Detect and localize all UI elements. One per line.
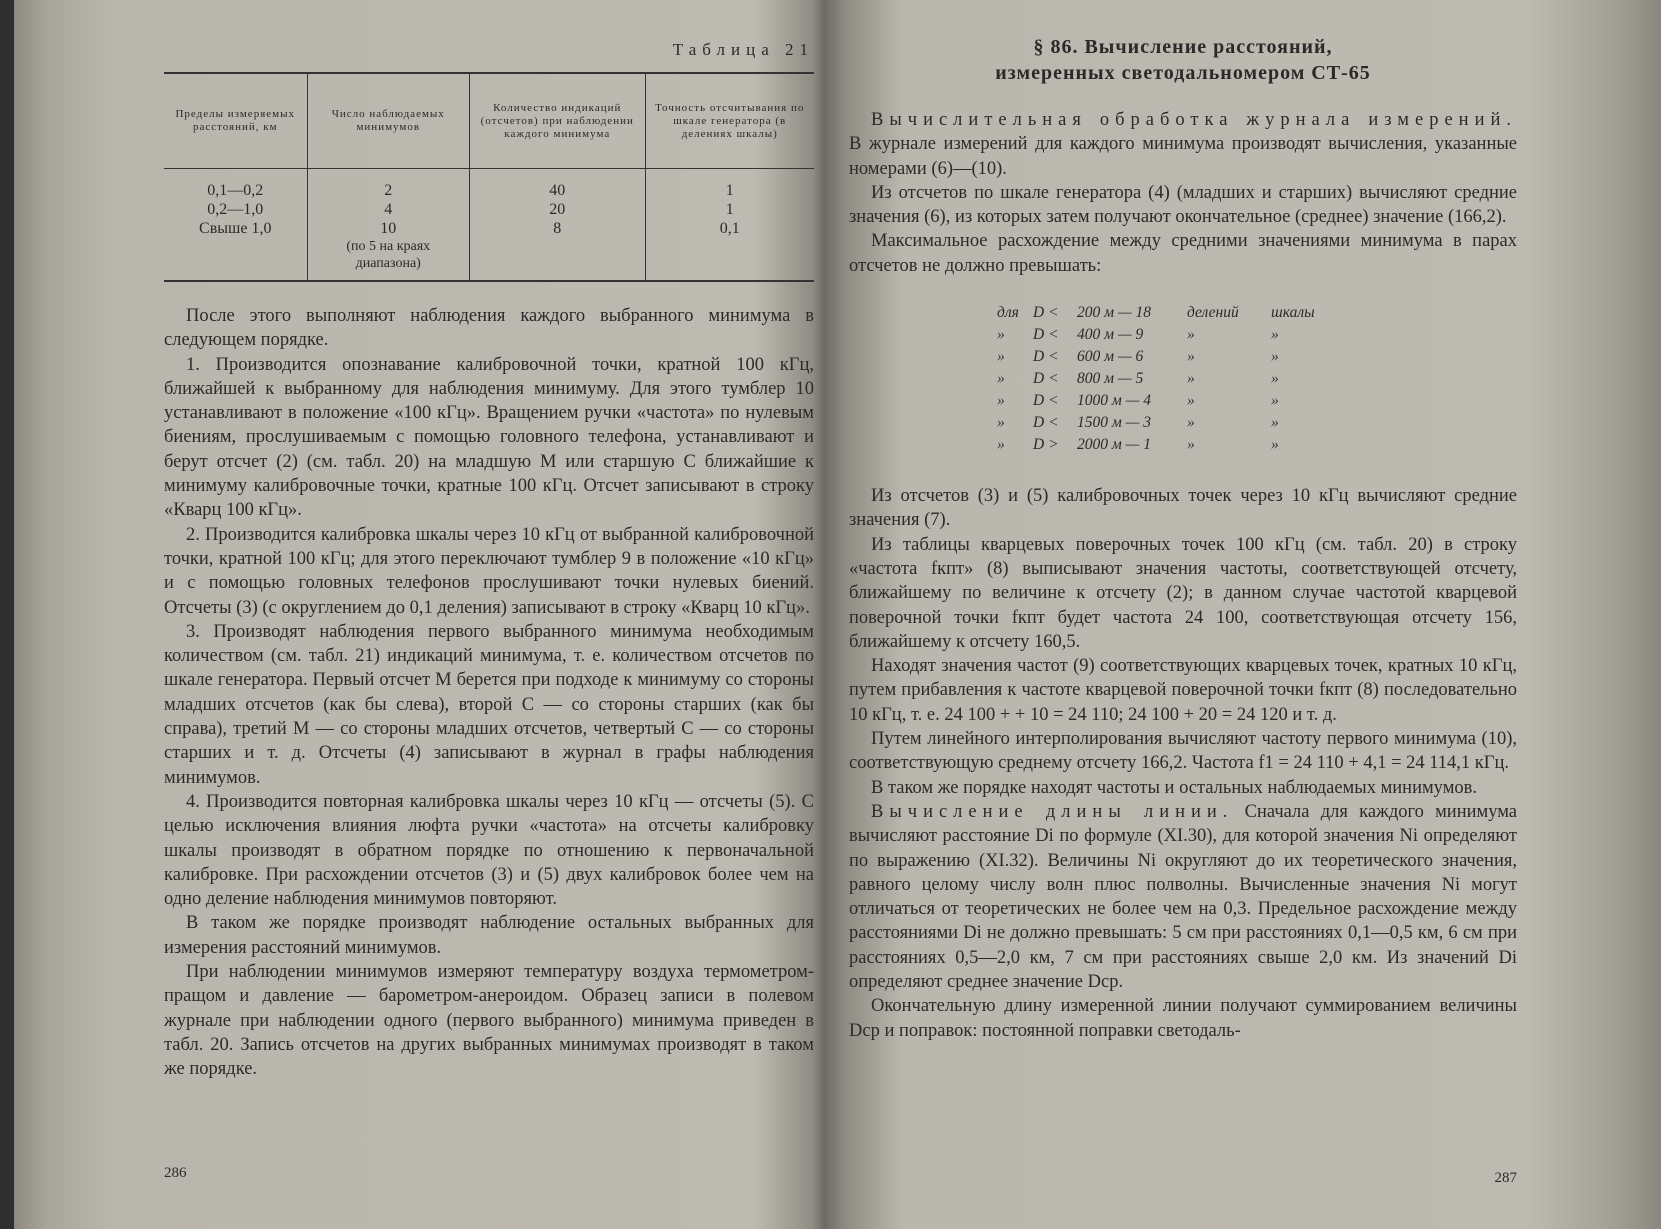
- table-header: Количество индикаций (отсчетов) при наблюдении каждого минимума: [470, 73, 646, 169]
- paragraph-text: В журнале измерений для каждого минимума производят вычисления, указанные номерами (6)—(10).: [849, 134, 1517, 179]
- cell-indications: 20: [549, 201, 566, 218]
- table-cell: [645, 169, 814, 282]
- cell-range: 0,1—0,2: [207, 182, 264, 199]
- list-cell: 1000 м — 4: [1077, 392, 1152, 410]
- cell-indications: 8: [553, 220, 562, 237]
- list-item: [997, 434, 1517, 456]
- paragraph-text: Сначала для каждого минимума вычисляют расстояние Di по формуле (XI.30), для которой значения Ni определяют по выражению (XI.32). Величины Ni округляют до их теоретического значения, равного целому числу волн плюс полволны. Вычисленные значения Ni могут отличаться от теоретических не более чем на 0,3. Предельное расхождение между расстояниями Di не должно превышать: 5 см при расстояниях 0,1—0,5 км, 6 см при расстояниях 0,5—2,0 км, 7 см при расстояниях свыше 2,0 км. Из значений Di определяют среднее значение Dср.: [849, 801, 1517, 993]
- list-cell: D <: [1033, 370, 1059, 388]
- list-cell: »: [1271, 370, 1279, 388]
- accuracy-table: [164, 72, 814, 282]
- list-cell: »: [1271, 414, 1279, 432]
- list-cell: »: [1187, 370, 1195, 388]
- section-title-line: измеренных светодальномером СТ-65: [995, 62, 1371, 84]
- list-cell: »: [1271, 326, 1279, 344]
- paragraph: В таком же порядке производят наблюдение остальных выбранных для измерения расстояний минимумов.: [164, 913, 814, 958]
- paragraph: [849, 800, 1517, 994]
- left-page: [164, 0, 814, 1229]
- list-cell: 200 м — 18: [1077, 304, 1152, 322]
- paragraph: 2. Производится калибровка шкалы через 10 кГц от выбранной калибровочной точки, кратной 100 кГц; для этого переключают тумблер 9 в положение «10 кГц» и с помощью головных телефонов прослушивают точки нулевых биений. Отсчеты (3) (с округлением до 0,1 деления) записывают в строку «Кварц 10 кГц».: [164, 524, 814, 618]
- cell-count: 2: [384, 182, 393, 199]
- table-cell: [470, 169, 646, 282]
- table-header: Точность отсчитывания по шкале генератора (в делениях шкалы): [645, 73, 814, 169]
- section-title-line: § 86. Вычисление расстояний,: [1033, 36, 1333, 58]
- paragraph: В таком же порядке находят частоты и остальных наблюдаемых минимумов.: [871, 777, 1478, 798]
- list-cell: 1500 м — 3: [1077, 414, 1152, 432]
- list-item: [997, 324, 1517, 346]
- cell-accuracy: 1: [725, 182, 734, 199]
- list-cell: »: [997, 326, 1005, 344]
- paragraph: Максимальное расхождение между средними значениями минимума в парах отсчетов не должно превышать:: [849, 231, 1517, 276]
- list-item: [997, 346, 1517, 368]
- list-cell: 800 м — 5: [1077, 370, 1144, 388]
- list-cell: шкалы: [1271, 304, 1315, 322]
- cell-accuracy: 0,1: [719, 220, 740, 237]
- paragraph: 3. Производят наблюдения первого выбранного минимума необходимым количеством (см. табл. 21) индикаций минимума, т. е. количеством отсчетов по шкале генератора. Первый отсчет М берется при подходе к минимуму со стороны младших отсчетов (как бы слева), второй С — со стороны старших (как бы справа), третий М — со стороны младших отсчетов, четвертый С — со стороны старших и т. д. Отсчеты (4) записывают в журнал в графы наблюдения минимумов.: [164, 621, 814, 788]
- paragraph: [849, 108, 1517, 181]
- left-body-text: [164, 304, 814, 1082]
- cell-range: Свыше 1,0: [199, 220, 272, 237]
- table-header: Пределы измеряемых расстояний, км: [164, 73, 307, 169]
- list-item: [997, 390, 1517, 412]
- paragraph: Из отсчетов (3) и (5) калибровочных точек через 10 кГц вычисляют средние значения (7).: [849, 486, 1517, 531]
- table-row: [164, 169, 814, 282]
- list-cell: 2000 м — 1: [1077, 436, 1152, 454]
- list-cell: »: [1187, 414, 1195, 432]
- table-header: Число наблюдаемых минимумов: [307, 73, 470, 169]
- table-cell: [307, 169, 470, 282]
- table-cell: [164, 169, 307, 282]
- paragraph: 4. Производится повторная калибровка шкалы через 10 кГц — отсчеты (5). С целью исключения влияния люфта ручки «частота» на отсчеты калибровку шкалы производят в обратном порядке по отношению к первоначальной калибровке. При расхождении отсчетов (3) и (5) двух калибровок более чем на одно деление наблюдения минимумов повторяют.: [164, 791, 814, 910]
- cell-count: 4: [384, 201, 393, 218]
- list-cell: »: [1271, 392, 1279, 410]
- list-cell: делений: [1187, 304, 1239, 322]
- list-cell: »: [997, 392, 1005, 410]
- paragraph: 1. Производится опознавание калибровочной точки, кратной 100 кГц, ближайшей к выбранному для наблюдения минимуму. Для этого тумблер 10 устанавливают в положение «100 кГц». Вращением ручки «частота» по нулевым биениям, прослушиваемым с помощью головного телефона, устанавливают и берут отсчет (2) (см. табл. 20) на младшую М или старшую С ближайшие к минимуму калибровочные точки, кратные 100 кГц. Отсчет записывают в строку «Кварц 100 кГц».: [164, 354, 814, 521]
- paragraph: При наблюдении минимумов измеряют температуру воздуха термометром-пращом и давление — барометром-анероидом. Образец записи в полевом журнале при наблюдении одного (первого выбранного) минимума приведен в табл. 20. Запись отсчетов на других выбранных минимумах производят в таком же порядке.: [164, 962, 814, 1080]
- list-cell: »: [997, 348, 1005, 366]
- list-cell: для: [997, 304, 1019, 322]
- list-cell: »: [1187, 436, 1195, 454]
- spaced-heading: Вычислительная обработка журнала измерений.: [871, 110, 1517, 130]
- list-cell: »: [997, 414, 1005, 432]
- list-cell: »: [997, 436, 1005, 454]
- list-cell: »: [1271, 348, 1279, 366]
- cell-accuracy: 1: [725, 201, 734, 218]
- paragraph: Из таблицы кварцевых поверочных точек 100 кГц (см. табл. 20) в строку «частота fкпт» (8) выписывают значения частоты, соответствующей отсчету, ближайшему по величине к отсчету (2); в данном случае частотой кварцевой поверочной точки fкпт будет частота 24 100, соответствующая отсчету 156, ближайшему к отсчету 160,5.: [849, 534, 1517, 652]
- list-cell: D <: [1033, 414, 1059, 432]
- right-body-text: [849, 108, 1517, 1043]
- cell-indications: 40: [549, 182, 566, 199]
- list-cell: »: [1187, 326, 1195, 344]
- paragraph: Из отсчетов по шкале генератора (4) (младших и старших) вычисляют средние значения (6), из которых затем получают окончательное (среднее) значение (166,2).: [849, 182, 1517, 228]
- page-number: 286: [164, 1165, 187, 1181]
- list-cell: 600 м — 6: [1077, 348, 1144, 366]
- list-cell: »: [1187, 392, 1195, 410]
- page-number: 287: [1494, 1170, 1517, 1186]
- section-title: [849, 34, 1517, 86]
- paragraph: Находят значения частот (9) соответствующих кварцевых точек, кратных 10 кГц, путем прибавления к частоте кварцевой поверочной точки fкпт (8) последовательно 10 кГц, т. е. 24 100 + + 10 = 24 110; 24 100 + 20 = 24 120 и т. д.: [849, 656, 1517, 725]
- cell-count: 10: [380, 220, 397, 237]
- list-cell: D <: [1033, 348, 1059, 366]
- cell-range: 0,2—1,0: [207, 201, 264, 218]
- table-note: (по 5 на краях диапазона): [346, 239, 431, 271]
- table-header-row: [164, 73, 814, 169]
- list-cell: D <: [1033, 304, 1059, 322]
- paragraph: Путем линейного интерполирования вычисляют частоту первого минимума (10), соответствующую среднему отсчету 166,2. Частота f1 = 24 110 + 4,1 = 24 114,1 кГц.: [849, 729, 1517, 774]
- list-cell: »: [1187, 348, 1195, 366]
- list-item: [997, 368, 1517, 390]
- spaced-heading: Вычисление длины линии.: [871, 801, 1234, 822]
- paragraph: После этого выполняют наблюдения каждого выбранного минимума в следующем порядке.: [164, 306, 814, 351]
- table-caption: Таблица 21: [672, 40, 814, 59]
- list-cell: »: [997, 370, 1005, 388]
- list-cell: D >: [1033, 436, 1059, 454]
- list-cell: D <: [1033, 392, 1059, 410]
- list-item: [997, 302, 1517, 324]
- paragraph: Окончательную длину измеренной линии получают суммированием величины Dср и поправок: постоянной поправки светодаль-: [849, 996, 1517, 1041]
- open-book-spread: [14, 0, 1661, 1229]
- limits-list: [997, 302, 1517, 456]
- right-page: [849, 0, 1517, 1229]
- list-cell: 400 м — 9: [1077, 326, 1144, 344]
- list-cell: »: [1271, 436, 1279, 454]
- list-cell: D <: [1033, 326, 1059, 344]
- list-item: [997, 412, 1517, 434]
